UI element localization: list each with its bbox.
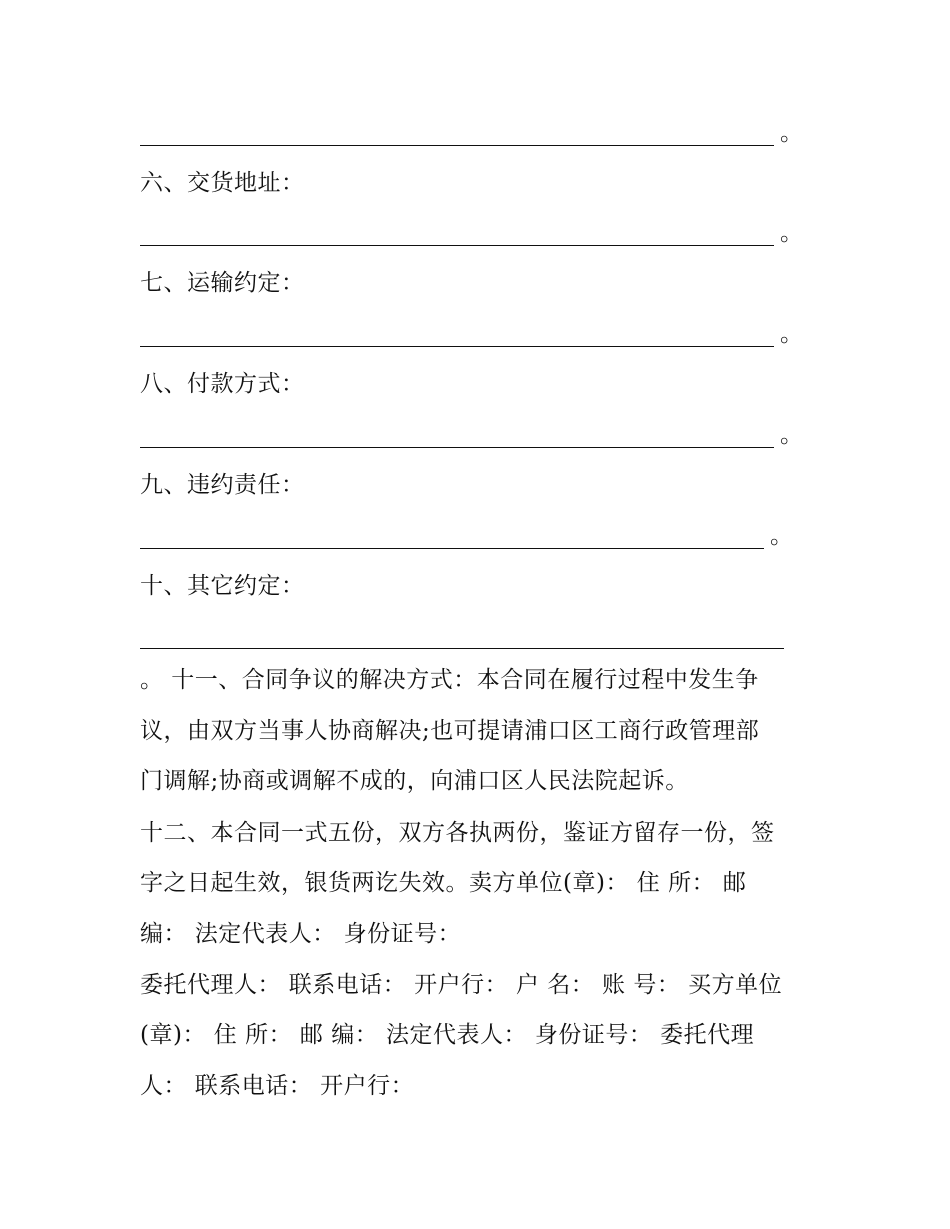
period-mark: 。	[780, 422, 803, 448]
fill-blank-line	[140, 420, 803, 450]
clause-11-line: 议，由双方当事人协商解决;也可提请浦口区工商行政管理部	[140, 718, 760, 744]
clause-12-line: 委托代理人： 联系电话： 开户行： 户 名： 账 号： 买方单位	[140, 972, 783, 998]
clause-12-line: 编： 法定代表人： 身份证号：	[140, 921, 462, 947]
fill-blank-line	[140, 118, 803, 148]
section-delivery-address: 六、交货地址：	[140, 170, 305, 196]
underline	[140, 648, 784, 650]
period-mark: 。	[780, 120, 803, 146]
clause-12-line: 十二、本合同一式五份，双方各执两份，鉴证方留存一份，签	[140, 820, 775, 846]
fill-blank-line	[140, 218, 803, 248]
period-mark: 。	[780, 321, 803, 347]
underline	[140, 548, 764, 550]
section-payment: 八、付款方式：	[140, 371, 305, 397]
fill-blank-line	[140, 319, 803, 349]
clause-12-line: 人： 联系电话： 开户行：	[140, 1073, 415, 1099]
underline	[140, 145, 774, 147]
fill-blank-line	[140, 521, 793, 551]
section-liability: 九、违约责任：	[140, 472, 305, 498]
underline	[140, 447, 774, 449]
period-mark: 。	[780, 220, 803, 246]
underline	[140, 245, 774, 247]
clause-12-line: 字之日起生效，银货两讫失效。卖方单位(章)： 住 所： 邮	[140, 870, 747, 896]
underline	[140, 346, 774, 348]
clause-12-line: (章)： 住 所： 邮 编： 法定代表人： 身份证号： 委托代理	[140, 1022, 755, 1048]
clause-11-line: 门调解;协商或调解不成的，向浦口区人民法院起诉。	[140, 768, 689, 794]
fill-blank-line	[140, 621, 790, 651]
section-other: 十、其它约定：	[140, 573, 305, 599]
period-mark: 。	[770, 523, 793, 549]
clause-11-line: 。 十一、合同争议的解决方式：本合同在履行过程中发生争	[140, 667, 759, 693]
section-transport: 七、运输约定：	[140, 270, 305, 296]
